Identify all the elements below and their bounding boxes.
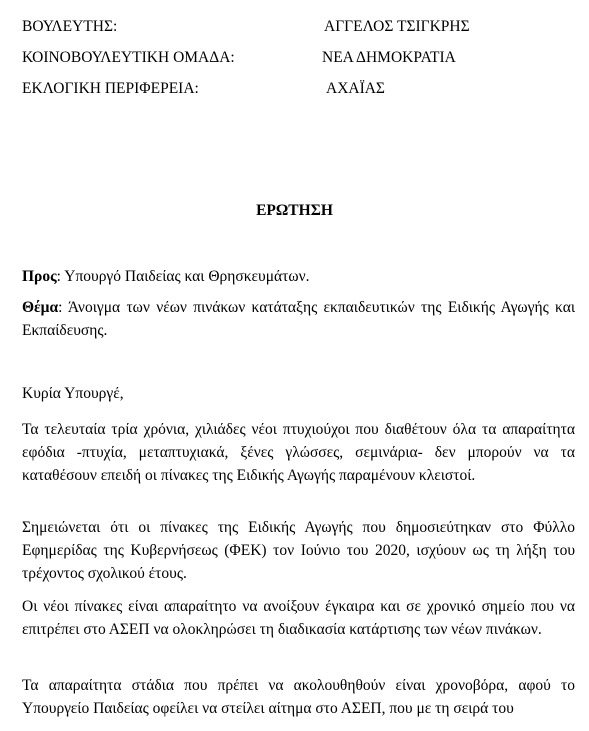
recipient-line <box>22 265 575 288</box>
district-label: ΕΚΛΟΓΙΚΗ ΠΕΡΙΦΕΡΕΙΑ: <box>22 80 199 97</box>
body-paragraph: Οι νέοι πίνακες είναι απαραίτητο να ανοίξουν έγκαιρα και σε χρονικό σημείο που να επιτρέπει στο ΑΣΕΠ να ολοκληρώσει τη διαδικασία κατάρτισης των νέων πινάκων. <box>22 598 575 638</box>
header-row-party <box>22 48 562 68</box>
party-label: ΚΟΙΝΟΒΟΥΛΕΥΤΙΚΗ ΟΜΑΔΑ: <box>22 49 235 66</box>
mp-value: ΑΓΓΕΛΟΣ ΤΣΙΓΚΡΗΣ <box>324 18 470 35</box>
header-row-mp <box>22 17 562 37</box>
subject-text: : Άνοιγμα των νέων πινάκων κατάταξης εκπαιδευτικών της Ειδικής Αγωγής και Εκπαίδευσης. <box>22 299 575 339</box>
body-paragraph: Σημειώνεται ότι οι πίνακες της Ειδικής Αγωγής που δημοσιεύτηκαν στο Φύλλο Εφημερίδας της Κυβερνήσεως (ΦΕΚ) τον Ιούνιο του 2020, ισχύουν ως τη λήξη του τρέχοντος σχολικού έτους. <box>22 519 575 582</box>
recipient-text: : Υπουργό Παιδείας και Θρησκευμάτων. <box>56 268 310 285</box>
party-value: ΝΕΑ ΔΗΜΟΚΡΑΤΙΑ <box>322 49 456 66</box>
district-value: ΑΧΑΪΑΣ <box>326 80 385 97</box>
subject-label: Θέμα <box>22 299 59 316</box>
subject-line <box>22 296 575 342</box>
recipient-label: Προς <box>22 268 57 285</box>
document-title: ΕΡΩΤΗΣΗ <box>256 202 333 219</box>
mp-label: ΒΟΥΛΕΥΤΗΣ: <box>22 18 118 35</box>
body-paragraph: Τα τελευταία τρία χρόνια, χιλιάδες νέοι πτυχιούχοι που διαθέτουν όλα τα απαραίτητα εφόδια -πτυχία, μεταπτυχιακά, ξένες γλώσσες, σεμινάρια- δεν μπορούν να τα καταθέσουν επειδή οι πίνακες της Ειδικής Αγωγής παραμένουν κλειστοί. <box>22 421 575 484</box>
header-row-district <box>22 79 562 99</box>
salutation: Κυρία Υπουργέ, <box>22 385 124 402</box>
body-paragraph: Τα απαραίτητα στάδια που πρέπει να ακολουθηθούν είναι χρονοβόρα, αφού το Υπουργείο Παιδείας οφείλει να στείλει αίτημα στο ΑΣΕΠ, που με τη σειρά του <box>22 677 575 717</box>
